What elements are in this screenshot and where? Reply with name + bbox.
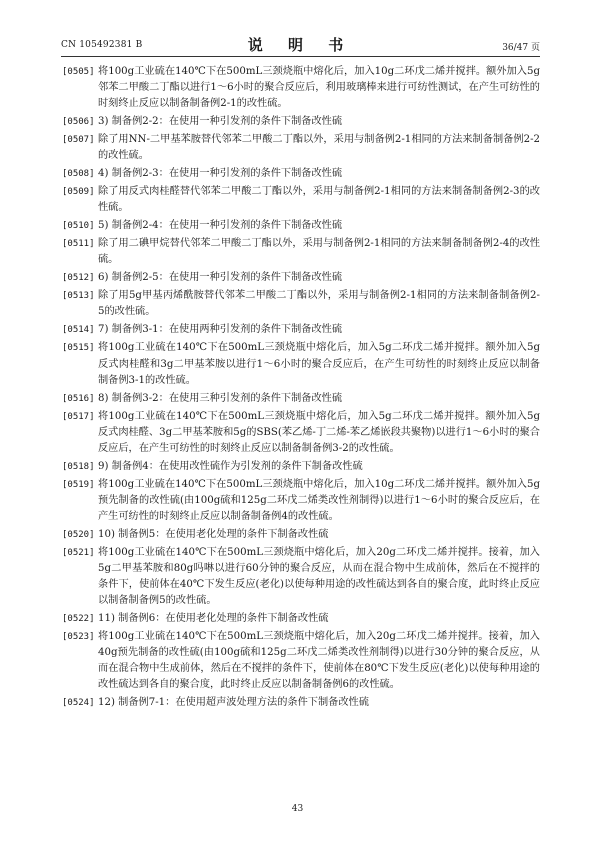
paragraph (62, 236, 540, 268)
paragraph-text: 10) 制备例5：在使用老化处理的条件下制备改性硫 (98, 528, 329, 540)
paragraph-text: 12) 制备例7-1：在使用超声波处理方法的条件下制备改性硫 (98, 697, 369, 709)
paragraph-text: 4) 制备例2-3：在使用一种引发剂的条件下制备改性硫 (98, 168, 343, 180)
paragraph (62, 340, 540, 388)
paragraph-number: [0514] (62, 325, 95, 336)
page-number: 43 (291, 804, 304, 814)
paragraph (62, 270, 540, 286)
paragraph-text: 11) 制备例6：在使用老化处理的条件下制备改性硫 (98, 613, 329, 625)
paragraph-number: [0524] (62, 698, 95, 709)
patent-number: CN 105492381 B (61, 40, 143, 50)
paragraph-text: 除了用反式肉桂醛替代邻苯二甲酸二丁酯以外，采用与制备例2-1相同的方法来制备制备例2-3的改性硫。 (98, 186, 540, 214)
paragraph-number: [0510] (62, 221, 95, 232)
paragraph-number: [0513] (62, 291, 95, 302)
paragraph-text: 除了用NN-二甲基苯胺替代邻苯二甲酸二丁酯以外，采用与制备例2-1相同的方法来制备制备例2-2的改性硫。 (98, 134, 540, 162)
paragraph-text: 将100g工业硫在140℃下在500mL三颈烧瓶中熔化后，加入5g二环戊二烯并搅拌。额外加入5g反式肉桂醛、3g二甲基苯胺和5g的SBS(苯乙烯-丁二烯-苯乙烯嵌段共聚物)以进行1～6小时的聚合反应后，在产生可纺性的时刻终止反应以制备制备例3-2的改性硫。 (98, 410, 540, 454)
paragraph-text: 除了用二碘甲烷替代邻苯二甲酸二丁酯以外，采用与制备例2-1相同的方法来制备制备例2-4的改性硫。 (98, 238, 540, 266)
paragraph-number: [0511] (62, 239, 95, 250)
page-header (61, 34, 540, 56)
paragraph-number: [0516] (62, 393, 95, 404)
paragraph (62, 184, 540, 216)
paragraph-text: 将100g工业硫在140℃下在500mL三颈烧瓶中熔化后，加入20g二环戊二烯并搅拌。接着，加入5g二甲基苯胺和80g吗啉以进行60分钟的聚合反应，从而在混合物中生成前体，然后在不搅拌的条件下，使前体在40℃下发生反应(老化)以使每种用途的改性硫达到各自的聚合度，此时终止反应以制备制备例5的改性硫。 (98, 546, 540, 607)
paragraph (62, 391, 540, 407)
paragraph (62, 114, 540, 130)
paragraph (62, 166, 540, 182)
paragraph (62, 545, 540, 609)
paragraph (62, 629, 540, 693)
paragraph-text: 3) 制备例2-2：在使用一种引发剂的条件下制备改性硫 (98, 116, 343, 128)
paragraph-number: [0508] (62, 169, 95, 180)
paragraph-number: [0522] (62, 614, 95, 625)
paragraph (62, 695, 540, 711)
paragraph (62, 322, 540, 338)
paragraph-text: 9) 制备例4：在使用改性硫作为引发剂的条件下制备改性硫 (98, 460, 363, 472)
document-body (62, 64, 540, 713)
paragraph (62, 459, 540, 475)
paragraph (62, 477, 540, 525)
paragraph-number: [0521] (62, 547, 95, 558)
paragraph-text: 8) 制备例3-2：在使用三种引发剂的条件下制备改性硫 (98, 392, 343, 404)
paragraph-text: 6) 制备例2-5：在使用一种引发剂的条件下制备改性硫 (98, 272, 343, 284)
paragraph (62, 132, 540, 164)
document-title: 说 明 书 (247, 36, 354, 54)
paragraph-number: [0517] (62, 411, 95, 422)
paragraph-number: [0509] (62, 187, 95, 198)
paragraph-number: [0518] (62, 461, 95, 472)
paragraph (62, 288, 540, 320)
paragraph-number: [0520] (62, 529, 95, 540)
paragraph (62, 527, 540, 543)
paragraph-text: 将100g工业硫在140℃下在500mL三颈烧瓶中熔化后，加入10g二环戊二烯并搅拌。额外加入5g预先制备的改性硫(由100g硫和125g二环戊二烯类改性剂制得)以进行1～6小时的聚合反应后，在产生可纺性的时刻终止反应以制备制备例4的改性硫。 (98, 478, 540, 522)
paragraph-number: [0507] (62, 135, 95, 146)
page-info: 36/47 页 (502, 43, 540, 53)
paragraph (62, 64, 540, 112)
paragraph-number: [0506] (62, 117, 95, 128)
paragraph-number: [0515] (62, 343, 95, 354)
paragraph-text: 7) 制备例3-1：在使用两种引发剂的条件下制备改性硫 (98, 324, 343, 336)
header-rule (61, 56, 540, 57)
paragraph-text: 5) 制备例2-4：在使用一种引发剂的条件下制备改性硫 (98, 220, 343, 232)
paragraph-text: 将100g工业硫在140℃下在500mL三颈烧瓶中熔化后，加入10g二环戊二烯并搅拌。额外加入5g邻苯二甲酸二丁酯以进行1～6小时的聚合反应后，利用玻璃棒来进行可纺性测试，在产生可纺性的时刻终止反应以制备制备例2-1的改性硫。 (98, 66, 540, 110)
paragraph (62, 611, 540, 627)
paragraph-number: [0512] (62, 273, 95, 284)
paragraph-text: 将100g工业硫在140℃下在500mL三颈烧瓶中熔化后，加入20g二环戊二烯并搅拌。接着，加入40g预先制备的改性硫(由100g硫和125g二环戊二烯类改性剂制得)以进行30分钟的聚合反应，从而在混合物中生成前体，然后在不搅拌的条件下，使前体在80℃下发生反应(老化)以使每种用途的改性硫达到各自的聚合度，此时终止反应以制备制备例6的改性硫。 (98, 631, 540, 691)
paragraph (62, 409, 540, 457)
paragraph-number: [0519] (62, 479, 95, 490)
paragraph-text: 将100g工业硫在140℃下在500mL三颈烧瓶中熔化后，加入5g二环戊二烯并搅拌。额外加入5g反式肉桂醛和3g二甲基苯胺以进行1～6小时的聚合反应后，在产生可纺性的时刻终止反应以制备制备例3-1的改性硫。 (98, 342, 540, 386)
paragraph-number: [0523] (62, 632, 95, 643)
paragraph (62, 218, 540, 234)
paragraph-text: 除了用5g甲基丙烯酰胺替代邻苯二甲酸二丁酯以外，采用与制备例2-1相同的方法来制备制备例2-5的改性硫。 (98, 290, 540, 318)
paragraph-number: [0505] (62, 67, 95, 77)
